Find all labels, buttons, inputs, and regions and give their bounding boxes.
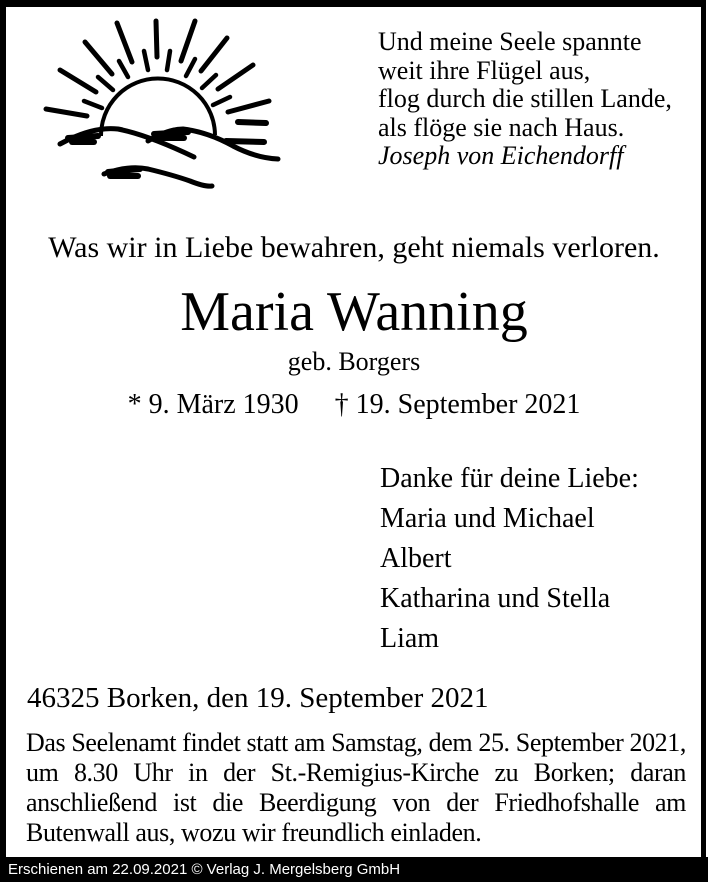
motto-line: Was wir in Liebe bewahren, geht niemals verloren. [48,231,660,264]
poem-line: als flöge sie nach Haus. [378,112,625,142]
poem-line: weit ihre Flügel aus, [378,55,591,85]
mourner-name: Liam [380,623,440,654]
sun-rays [46,21,269,142]
publisher-note: Erschienen am 22.09.2021 © Verlag J. Mergelsberg GmbH [8,861,401,878]
mourner-name: Katharina und Stella [380,583,611,614]
rising-sun-icon [36,16,292,208]
life-dates [0,389,708,421]
birth-date: * 9. März 1930 [127,389,299,420]
poem-block [378,28,672,171]
thanks-block [380,459,639,659]
death-date: † 19. September 2021 [334,389,581,420]
place-date-line: 46325 Borken, den 19. September 2021 [27,682,489,714]
hill-shading [68,132,188,176]
deceased-name: Maria Wanning [180,281,528,343]
funeral-announcement: Das Seelenamt findet statt am Samstag, dem 25. September 2021, um 8.30 Uhr in der St.-Remigius-Kirche zu Borken; daran anschließend ist die Beerdigung von der Friedhofshalle am Butenwall aus, wozu wir freundlich einladen. [26,728,686,847]
poem-line: Und meine Seele spannte [378,27,642,56]
poem-line: flog durch die stillen Lande, [378,84,672,113]
maiden-name: geb. Borgers [287,347,421,376]
publisher-bar [0,857,708,882]
poem-attribution: Joseph von Eichendorff [378,141,624,170]
mourner-name: Albert [380,543,452,574]
mourner-name: Maria und Michael [380,503,595,534]
thanks-title: Danke für deine Liebe: [380,463,639,494]
